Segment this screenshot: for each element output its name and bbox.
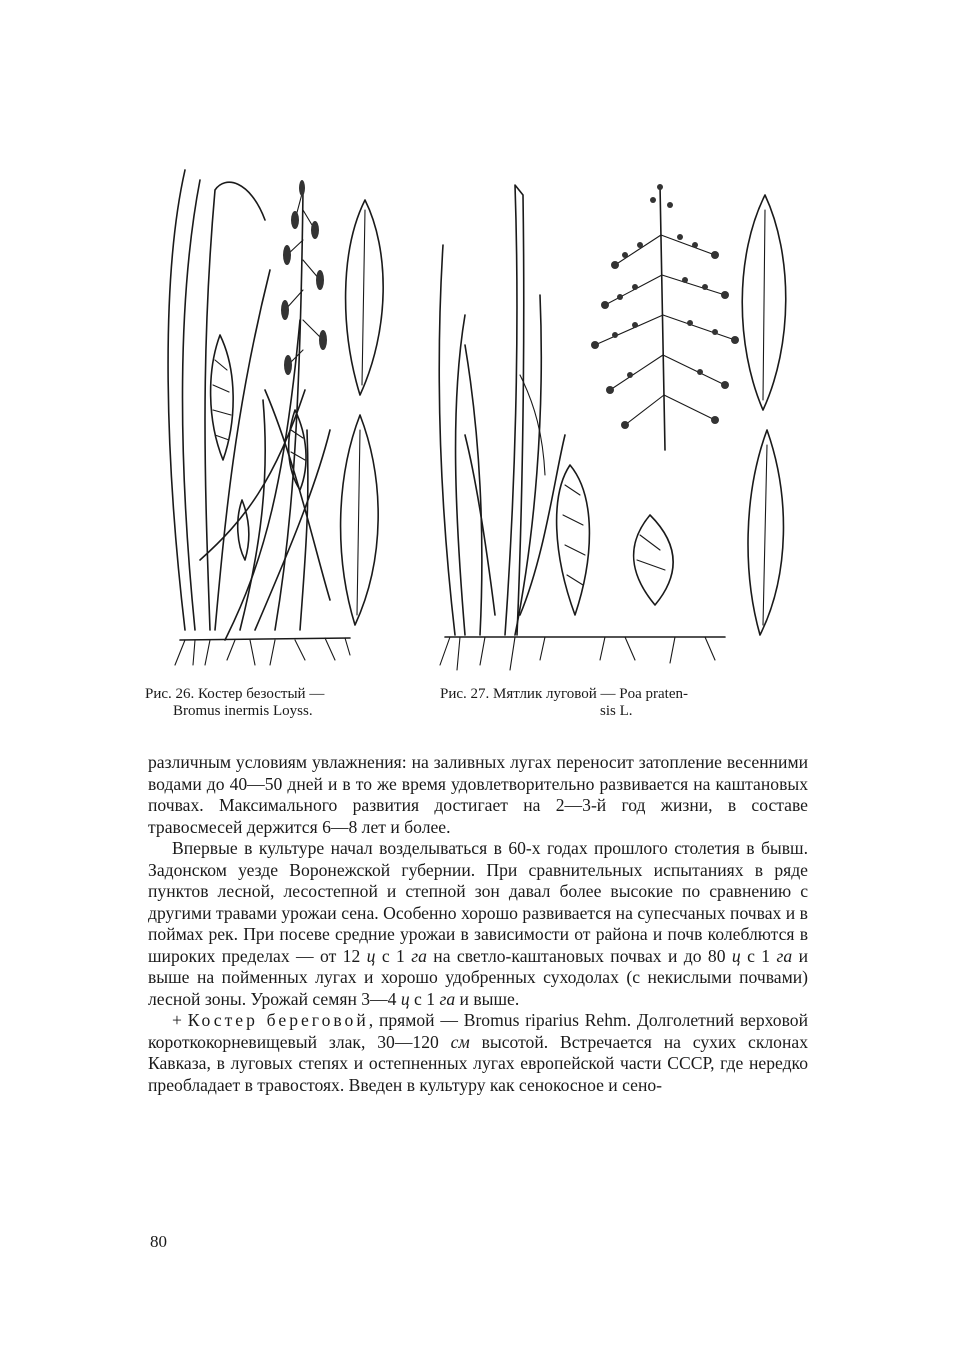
paragraph: + Костер береговой, прямой — Bromus riparius Rehm. Долголетний верховой короткокорневищевый злак, 30—120 см высотой. Встречается на сухих склонах Кавказа, в луговых степях и остепненных лугах европейской части СССР, где нередко преобладает в травостоях. Введен в культуру как сенокосное и сено-	[148, 1010, 808, 1095]
paragraph: Впервые в культуре начал возделываться в 60-х годах прошлого столетия в бывш. Задонском уезде Воронежской губернии. При сравнительных испытаниях в ряде пунктов лесной, лесостепной и степной зон давал более высокие по сравнению с другими травами урожаи сена. Особенно хорошо развивается на супесчаных почвах и в поймах рек. При посеве средние урожаи в зависимости от района и почв колеблются в широких пределах — от 12 ц с 1 га на светло-каштановых почвах и до 80 ц с 1 га и выше на пойменных лугах и хорошо удобренных суходолах (с некислыми почвами) лесной зоны. Урожай семян 3—4 ц с 1 га и выше.	[148, 838, 808, 1009]
caption-line: sis L.	[600, 703, 633, 719]
plus-mark: +	[172, 1010, 182, 1030]
caption-line: Рис. 26. Костер безостый —	[145, 686, 325, 702]
bromus-inermis-illustration	[155, 160, 405, 675]
poa-pratensis-illustration	[425, 175, 815, 675]
figure-27-caption	[440, 686, 810, 720]
species-name: Костер береговой	[187, 1010, 369, 1030]
caption-line: Рис. 27. Мятлик луговой — Poa praten-	[440, 686, 688, 702]
caption-line: Bromus inermis Loyss.	[173, 703, 313, 719]
figure-bromus-inermis	[155, 160, 405, 675]
figure-poa-pratensis	[425, 175, 815, 675]
page-number: 80	[150, 1232, 167, 1251]
body-text	[148, 752, 808, 1096]
paragraph: различным условиям увлажнения: на заливных лугах переносит затопление весенними водами до 40—50 дней и в то же время удовлетворительно развивается на каштановых почвах. Максимального развития достигает на 2—3-й год жизни, в составе травосмесей держится 6—8 лет и более.	[148, 752, 808, 837]
figure-26-caption	[145, 686, 405, 720]
